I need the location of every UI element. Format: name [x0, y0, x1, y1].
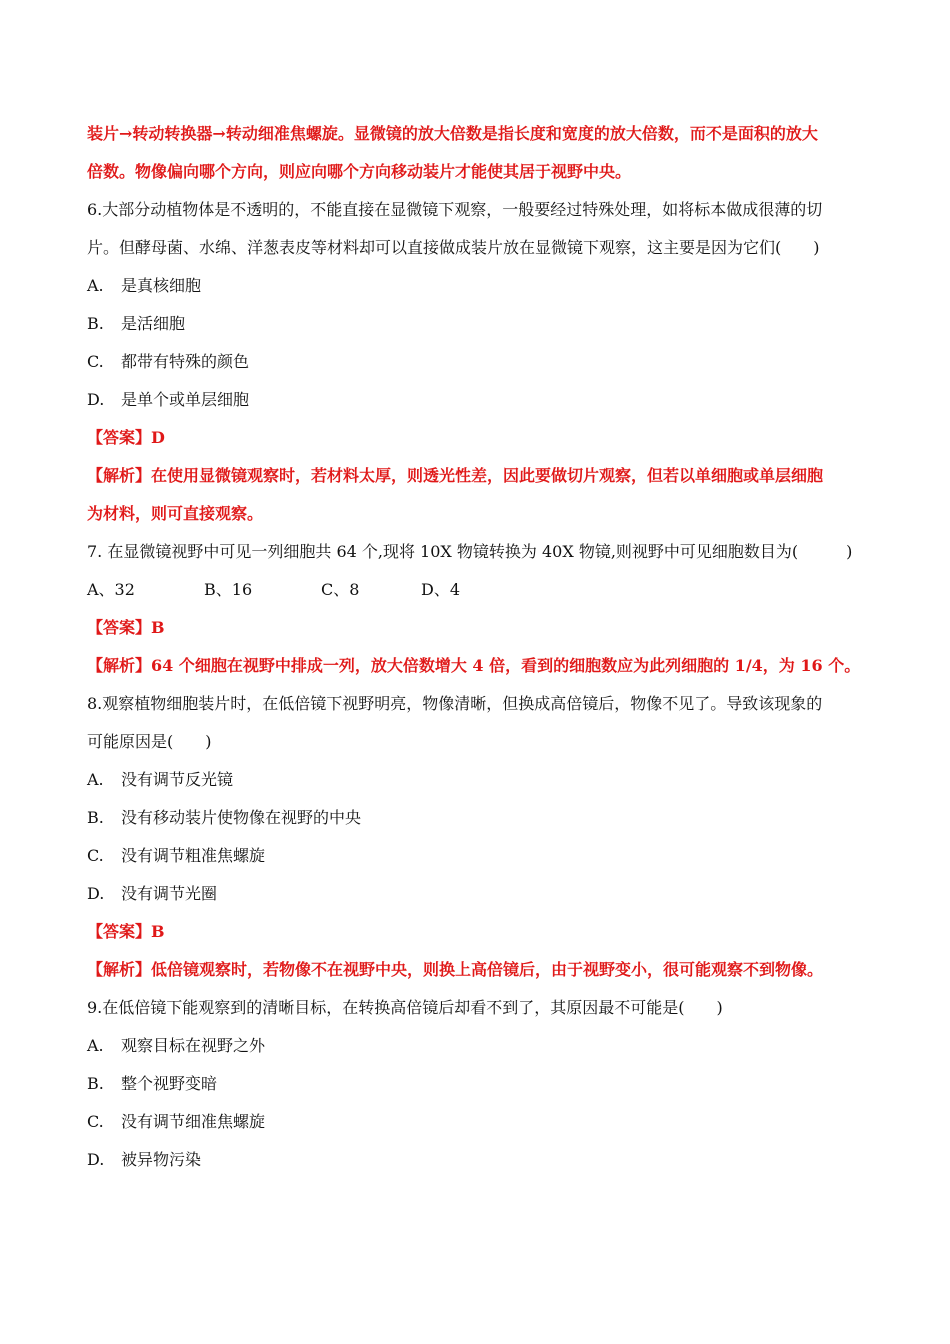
option-d: D. 是单个或单层细胞: [87, 390, 250, 409]
question-7-choices: [87, 580, 867, 600]
option-b: B. 是活细胞: [87, 314, 186, 333]
choice-c: C、8: [321, 580, 360, 599]
answer-label: 【答案】D: [87, 428, 165, 447]
choice-a: A、32: [87, 580, 135, 599]
explanation-line: 倍数。物像偏向哪个方向，则应向哪个方向移动装片才能使其居于视野中央。: [87, 162, 632, 181]
option-c: C. 没有调节粗准焦螺旋: [87, 846, 266, 865]
choice-b: B、16: [204, 580, 253, 599]
answer-label: 【答案】B: [87, 922, 165, 941]
question-9-text: 9.在低倍镜下能观察到的清晰目标，在转换高倍镜后却看不到了，其原因最不可能是( ): [87, 998, 723, 1017]
option-b: B. 没有移动装片使物像在视野的中央: [87, 808, 362, 827]
question-7-text: 7. 在显微镜视野中可见一列细胞共 64 个,现将 10X 物镜转换为 40X 物镜,则视野中可见细胞数目为( ): [87, 542, 853, 561]
question-6-text: 片。但酵母菌、水绵、洋葱表皮等材料却可以直接做成装片放在显微镜下观察，这主要是因为它们( ): [87, 238, 820, 257]
option-b: B. 整个视野变暗: [87, 1074, 218, 1093]
explanation-line: 装片→转动转换器→转动细准焦螺旋。显微镜的放大倍数是指长度和宽度的放大倍数，而不是面积的放大: [87, 124, 818, 143]
analysis-text: 【解析】低倍镜观察时，若物像不在视野中央，则换上高倍镜后，由于视野变小，很可能观察不到物像。: [87, 960, 824, 979]
analysis-text: 【解析】在使用显微镜观察时，若材料太厚，则透光性差，因此要做切片观察，但若以单细胞或单层细胞: [87, 466, 824, 485]
question-8-text: 可能原因是( ): [87, 732, 212, 751]
option-a: A. 没有调节反光镜: [87, 770, 234, 789]
analysis-text: 为材料，则可直接观察。: [87, 504, 264, 523]
option-c: C. 都带有特殊的颜色: [87, 352, 250, 371]
analysis-text: 【解析】64 个细胞在视野中排成一列，放大倍数增大 4 倍，看到的细胞数应为此列细胞的 1/4，为 16 个。: [87, 656, 861, 675]
question-6-text: 6.大部分动植物体是不透明的，不能直接在显微镜下观察，一般要经过特殊处理，如将标本做成很薄的切: [87, 200, 823, 219]
option-a: A. 是真核细胞: [87, 276, 202, 295]
choice-d: D、4: [421, 580, 461, 599]
option-d: D. 被异物污染: [87, 1150, 202, 1169]
option-c: C. 没有调节细准焦螺旋: [87, 1112, 266, 1131]
option-a: A. 观察目标在视野之外: [87, 1036, 266, 1055]
answer-label: 【答案】B: [87, 618, 165, 637]
option-d: D. 没有调节光圈: [87, 884, 218, 903]
question-8-text: 8.观察植物细胞装片时，在低倍镜下视野明亮，物像清晰，但换成高倍镜后，物像不见了。导致该现象的: [87, 694, 823, 713]
